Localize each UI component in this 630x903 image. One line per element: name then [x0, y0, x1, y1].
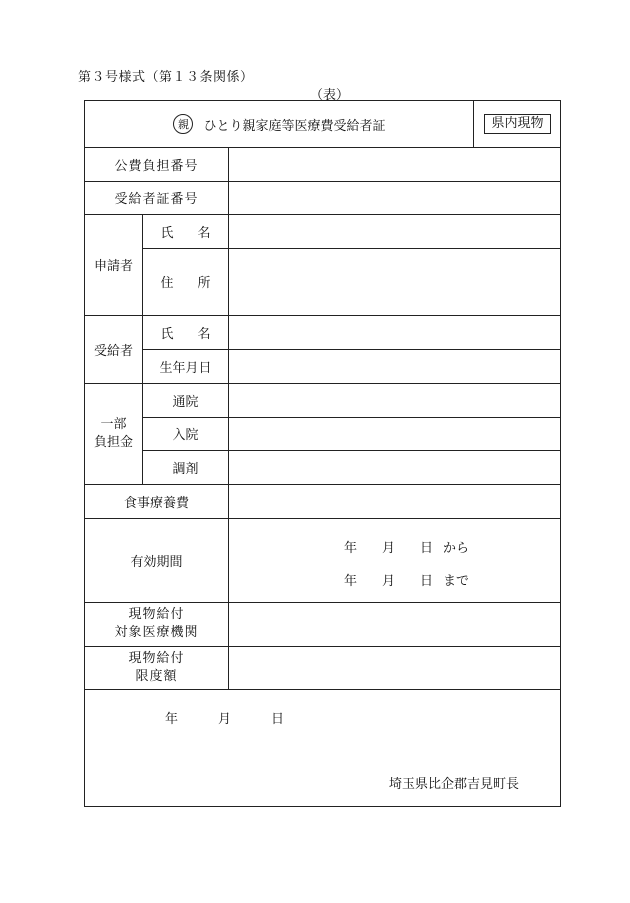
recipient-cert-number-label: 受給者証番号: [114, 192, 199, 207]
recipient-birthdate-field[interactable]: [229, 349, 561, 383]
outpatient-field[interactable]: [229, 383, 561, 417]
issuer-text: 埼玉県比企郡吉見町長: [389, 777, 520, 792]
oya-circle-icon: 親: [173, 114, 193, 134]
validity-from-year: 年: [344, 541, 358, 556]
certificate-title-cell: [85, 101, 474, 147]
validity-until-month: 月: [382, 574, 396, 589]
applicant-name-char-1: 氏: [160, 225, 174, 241]
validity-from-suffix: から: [443, 541, 470, 556]
recipient-cert-number-field[interactable]: [229, 181, 561, 214]
recipient-name-char-1: 氏: [160, 326, 174, 342]
form-number: 第３号様式（第１３条関係）: [78, 70, 254, 85]
applicant-address-label: [143, 248, 228, 315]
institution-field[interactable]: [229, 602, 561, 646]
institution-label: [85, 602, 228, 646]
certificate-title: ひとり親家庭等医療費受給者証: [203, 118, 386, 134]
partial-burden-group-label: [85, 383, 142, 484]
prefecture-badge: 県内現物: [484, 114, 550, 134]
limit-line2: 限度額: [135, 668, 178, 684]
validity-from-month: 月: [382, 541, 396, 556]
applicant-name-label: [143, 214, 228, 248]
recipient-name-char-2: 名: [197, 326, 211, 342]
public-expense-number-label: 公費負担番号: [114, 158, 199, 174]
partial-burden-line1: 一部: [100, 416, 127, 432]
recipient-name-label: [143, 315, 228, 349]
validity-period-label: 有効期間: [130, 554, 183, 570]
applicant-address-char-1: 住: [160, 276, 174, 291]
recipient-name-field[interactable]: [229, 315, 561, 349]
limit-line1: 現物給付: [128, 650, 185, 666]
badge-cell: [474, 101, 561, 147]
validity-from-day: 日: [420, 541, 434, 556]
meal-cost-label: 食事療養費: [123, 495, 189, 511]
validity-from-line: [344, 537, 469, 556]
institution-line2: 対象医療機関: [114, 625, 199, 640]
issue-year: 年: [165, 712, 179, 727]
limit-field[interactable]: [229, 646, 561, 689]
inpatient-field[interactable]: [229, 417, 561, 450]
limit-label: [85, 646, 228, 689]
side-label: （表）: [310, 88, 350, 103]
applicant-address-char-2: 所: [197, 276, 211, 291]
validity-until-suffix: まで: [443, 574, 470, 589]
issue-month: 月: [218, 712, 232, 727]
issue-date-line: [165, 708, 284, 727]
validity-until-day: 日: [420, 574, 434, 589]
outpatient-label: 通院: [172, 394, 199, 410]
applicant-name-char-2: 名: [197, 225, 211, 241]
dispensing-label: 調剤: [172, 461, 199, 477]
applicant-address-field[interactable]: [229, 248, 561, 315]
certificate-form: [84, 100, 561, 807]
public-expense-number-field[interactable]: [229, 147, 561, 181]
applicant-name-field[interactable]: [229, 214, 561, 248]
inpatient-label: 入院: [172, 428, 199, 443]
validity-until-year: 年: [344, 574, 358, 589]
recipient-birthdate-label: 生年月日: [159, 360, 212, 376]
meal-cost-field[interactable]: [229, 484, 561, 518]
issue-day: 日: [271, 712, 285, 727]
institution-line1: 現物給付: [128, 607, 185, 622]
applicant-group-label: 申請者: [93, 259, 133, 274]
dispensing-field[interactable]: [229, 450, 561, 484]
validity-until-line: [344, 570, 469, 589]
partial-burden-line2: 負担金: [93, 434, 133, 450]
issuer-name: [389, 773, 519, 792]
recipient-group-label: 受給者: [93, 343, 133, 359]
